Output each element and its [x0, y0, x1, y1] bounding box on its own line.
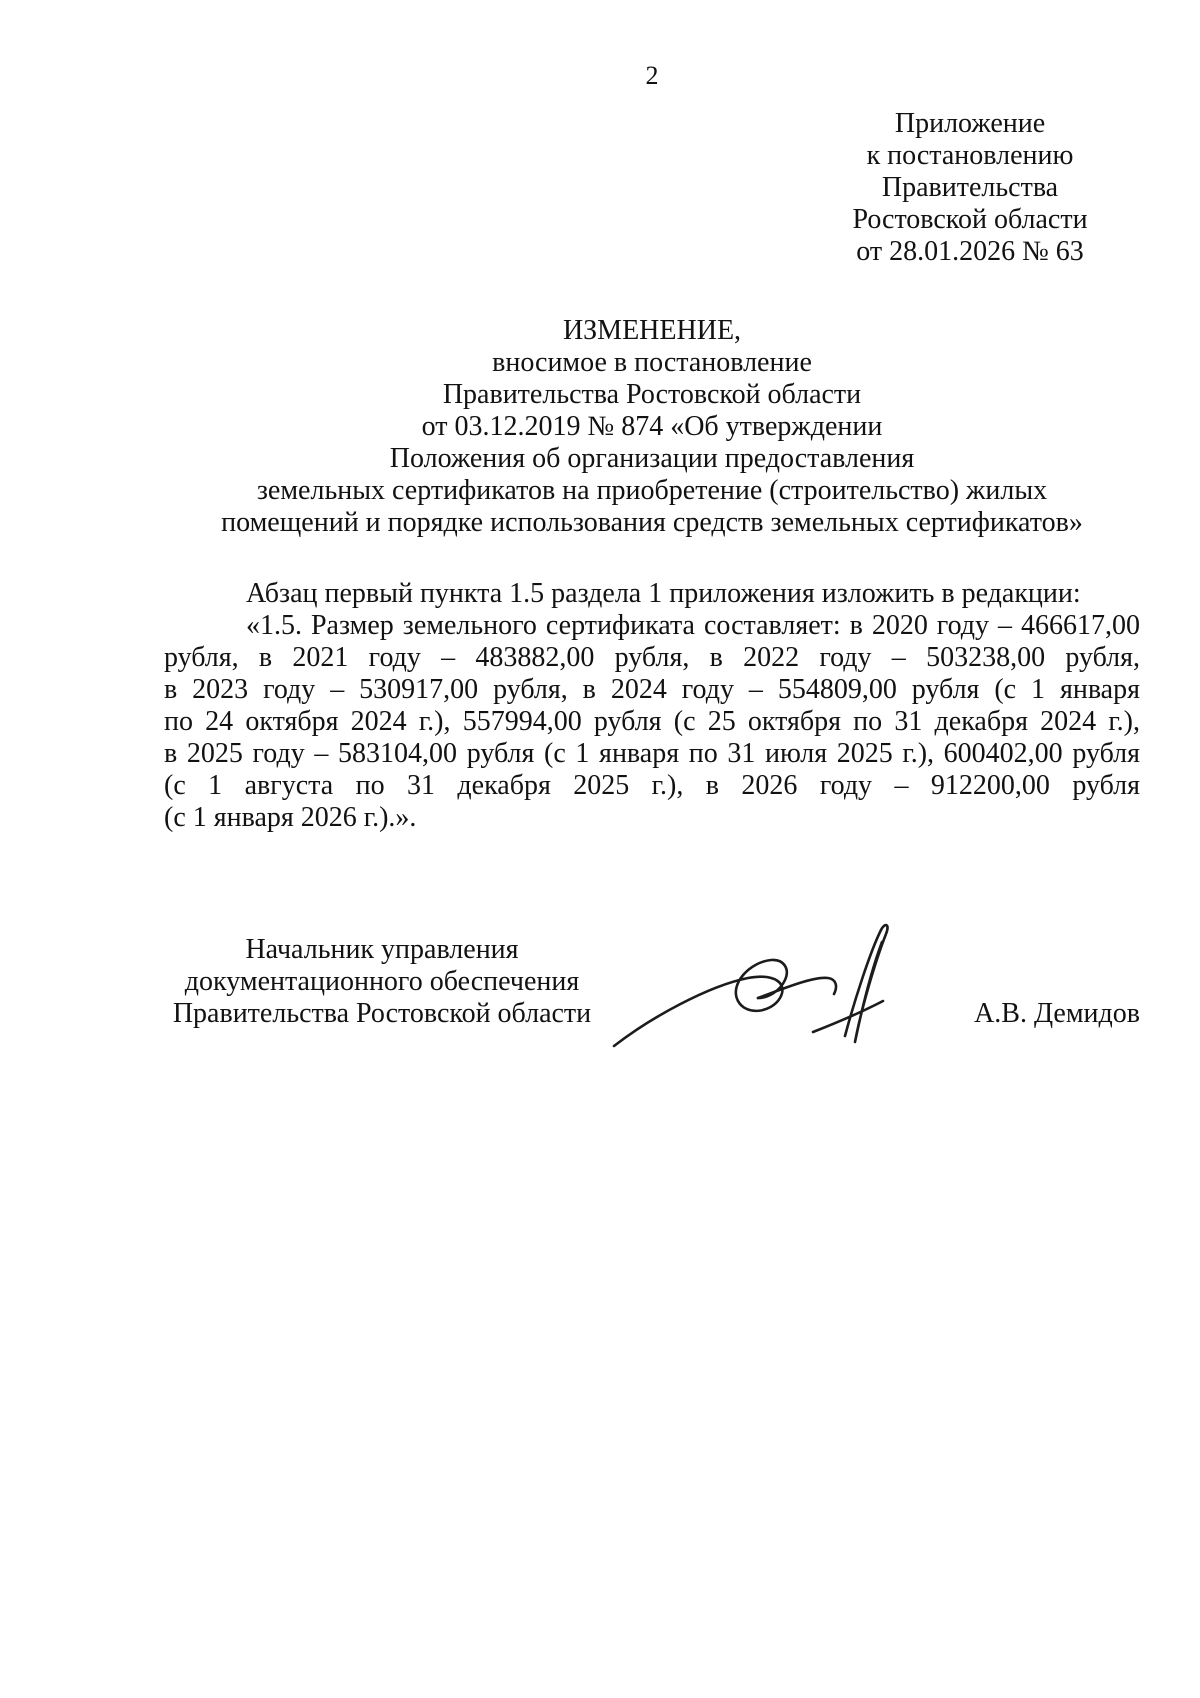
text-line: Правительства [881, 172, 1059, 203]
text-line: ИЗМЕНЕНИЕ, [562, 315, 742, 346]
text-line: от 28.01.2026 № 63 [856, 236, 1084, 267]
text-line: документационного обеспечения [184, 966, 580, 997]
document-title [110, 315, 1194, 539]
appendix-reference-block [780, 108, 1160, 268]
text-line: (с 1 августа по 31 декабря 2025 г.), в 2026 году – 912200,00 рубля [164, 770, 1140, 801]
amendment-paragraph [164, 610, 1140, 834]
text-line: в 2025 году – 583104,00 рубля (с 1 января по 31 июля 2025 г.), 600402,00 рубля [164, 738, 1140, 769]
page-number: 2 [645, 61, 659, 90]
handwritten-signature-icon [608, 918, 958, 1068]
text-line: «1.5. Размер земельного сертификата составляет: в 2020 году – 466617,00 [246, 610, 1140, 641]
text-line: Правительства Ростовской области [172, 998, 592, 1029]
text-line: вносимое в постановление [492, 347, 812, 378]
text-line: Приложение [894, 108, 1046, 139]
text-line: от 03.12.2019 № 874 «Об утверждении [421, 411, 883, 442]
text-line: Начальник управления [245, 934, 519, 965]
text-line: Ростовской области [852, 204, 1088, 235]
text-line: к постановлению [866, 140, 1074, 171]
signer-position [164, 934, 600, 1030]
text-line: земельных сертификатов на приобретение (строительство) жилых [256, 475, 1048, 506]
text-line: рубля, в 2021 году – 483882,00 рубля, в 2022 году – 503238,00 рубля, [164, 642, 1140, 673]
intro-paragraph: Абзац первый пункта 1.5 раздела 1 приложения изложить в редакции: [246, 578, 1081, 609]
signer-name: А.В. Демидов [974, 998, 1140, 1029]
text-line: Положения об организации предоставления [389, 443, 915, 474]
text-line: помещений и порядке использования средств земельных сертификатов» [221, 507, 1083, 538]
text-line: в 2023 году – 530917,00 рубля, в 2024 году – 554809,00 рубля (с 1 января [164, 674, 1140, 705]
text-line: по 24 октября 2024 г.), 557994,00 рубля (с 25 октября по 31 декабря 2024 г.), [164, 706, 1140, 737]
text-line: (с 1 января 2026 г.).». [164, 802, 417, 833]
text-line: Правительства Ростовской области [442, 379, 862, 410]
